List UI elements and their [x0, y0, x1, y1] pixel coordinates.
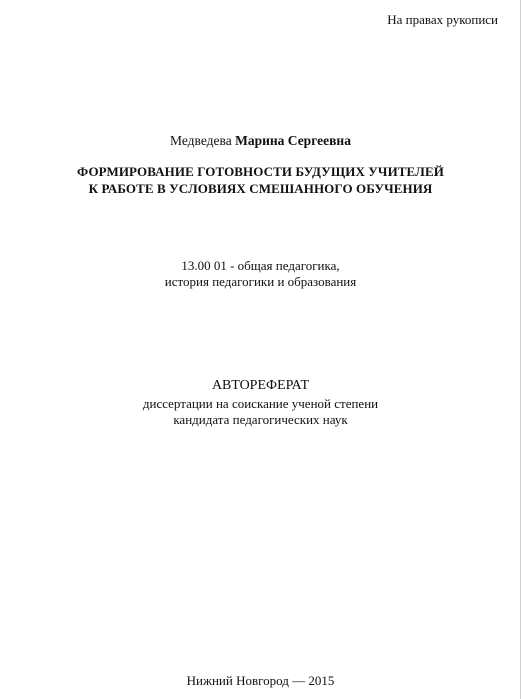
place-and-year: Нижний Новгород — 2015 — [186, 673, 335, 688]
specialty-line-1: 13.00 01 - общая педагогика, — [181, 258, 340, 273]
specialty-block — [0, 258, 521, 290]
degree-purpose — [0, 396, 521, 428]
title-line-1: ФОРМИРОВАНИЕ ГОТОВНОСТИ БУДУЩИХ УЧИТЕЛЕЙ — [77, 164, 444, 179]
title-line-2: К РАБОТЕ В УСЛОВИЯХ СМЕШАННОГО ОБУЧЕНИЯ — [88, 181, 433, 196]
purpose-line-2: кандидата педагогических наук — [173, 412, 348, 427]
specialty-line-2: история педагогики и образования — [164, 274, 357, 289]
document-type-label: АВТОРЕФЕРАТ — [211, 378, 310, 393]
author-surname: Медведева — [170, 133, 232, 148]
dissertation-title — [0, 163, 521, 197]
purpose-line-1: диссертации на соискание ученой степени — [142, 396, 379, 411]
author-name — [0, 133, 521, 149]
author-given-names: Марина Сергеевна — [235, 133, 351, 148]
rights-note: На правах рукописи — [387, 12, 498, 27]
